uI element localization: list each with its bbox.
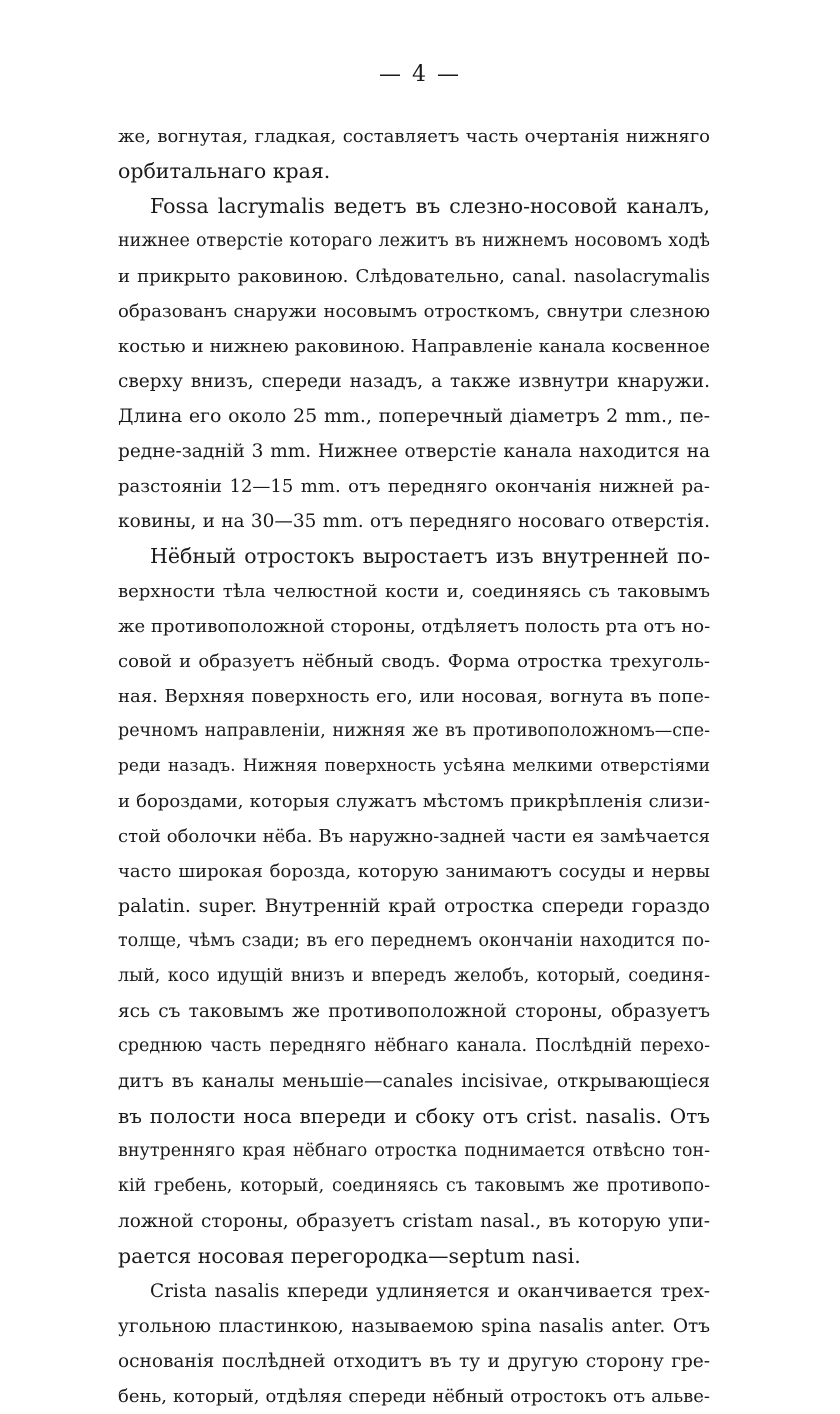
text-line: стой оболочки нёба. Въ наружно-задней части ея замѣчается: [118, 826, 710, 847]
text-line: совой и образуетъ нёбный сводъ. Форма отростка трехуголь-: [118, 651, 710, 672]
text-line: речномъ направленіи, нижняя же въ противоположномъ—спе-: [118, 721, 710, 741]
text-line: верхности тѣла челюстной кости и, соединяясь съ таковымъ: [118, 581, 710, 602]
body-text: [118, 119, 710, 1414]
text-line: костью и нижнею раковиною. Направленіе канала косвенное: [118, 336, 710, 357]
text-line: реди назадъ. Нижняя поверхность усѣяна мелкими отверстіями: [118, 756, 710, 776]
text-line: среднюю часть передняго нёбнаго канала. Послѣдній перехо-: [118, 1036, 710, 1056]
text-line: образованъ снаружи носовымъ отросткомъ, свнутри слезною: [118, 301, 710, 322]
text-line: рается носовая перегородка—septum nasi.: [118, 1244, 581, 1268]
text-line: дитъ въ каналы меньшіе—canales incisivae, открывающіеся: [118, 1071, 710, 1092]
text-line: часто широкая борозда, которую занимаютъ сосуды и нервы: [118, 861, 710, 882]
text-line: разстояніи 12—15 mm. отъ передняго окончанія нижней ра-: [118, 476, 710, 497]
text-line: и прикрыто раковиною. Слѣдовательно, canal. nasolacrymalis: [118, 266, 710, 287]
text-line: основанія послѣдней отходитъ въ ту и другую сторону гре-: [118, 1351, 710, 1372]
text-line: ясь съ таковымъ же противоположной стороны, образуетъ: [118, 1001, 710, 1022]
text-line: толще, чѣмъ сзади; въ его переднемъ окончаніи находится по-: [118, 931, 710, 951]
text-line: Нёбный отростокъ выростаетъ изъ внутренней по-: [150, 544, 710, 568]
text-line: Fossa lacrymalis ведетъ въ слезно-носовой каналъ,: [150, 194, 710, 218]
text-line: лый, косо идущій внизъ и впередъ желобъ, который, соединя-: [118, 966, 710, 986]
text-line: нижнее отверстіе котораго лежитъ въ нижнемъ носовомъ ходѣ: [118, 231, 710, 251]
page-number: — 4 —: [379, 62, 461, 87]
text-line: и бороздами, которыя служатъ мѣстомъ прикрѣпленія слизи-: [118, 791, 710, 812]
text-line: же противоположной стороны, отдѣляетъ полость рта отъ но-: [118, 616, 711, 637]
text-line: въ полости носа впереди и сбоку отъ crist. nasalis. Отъ: [118, 1104, 710, 1128]
text-line: же, вогнутая, гладкая, составляетъ часть очертанія нижняго: [118, 126, 710, 147]
text-line: ложной стороны, образуетъ cristam nasal., въ которую упи-: [118, 1211, 710, 1232]
text-line: ковины, и на 30—35 mm. отъ передняго носоваго отверстія.: [118, 511, 710, 532]
text-line: внутренняго края нёбнаго отростка поднимается отвѣсно тон-: [118, 1141, 710, 1161]
text-line: угольною пластинкою, называемою spina nasalis anter. Отъ: [118, 1316, 710, 1337]
text-line: palatin. super. Внутренній край отростка спереди гораздо: [118, 895, 710, 917]
text-line: Crista nasalis кпереди удлиняется и оканчивается трех-: [150, 1281, 710, 1302]
text-line: кій гребень, который, соединяясь съ таковымъ же противопо-: [118, 1176, 710, 1196]
text-line: редне-задній 3 mm. Нижнее отверстіе канала находится на: [118, 441, 710, 462]
text-line: орбитальнаго края.: [118, 159, 331, 183]
text-line: сверху внизъ, спереди назадъ, а также извнутри кнаружи.: [118, 371, 710, 392]
text-line: Длина его около 25 mm., поперечный діаметръ 2 mm., пе-: [118, 405, 710, 427]
text-line: бень, который, отдѣляя спереди нёбный отростокъ отъ альве-: [118, 1386, 710, 1407]
text-line: ная. Верхняя поверхность его, или носовая, вогнута въ попе-: [118, 686, 710, 707]
